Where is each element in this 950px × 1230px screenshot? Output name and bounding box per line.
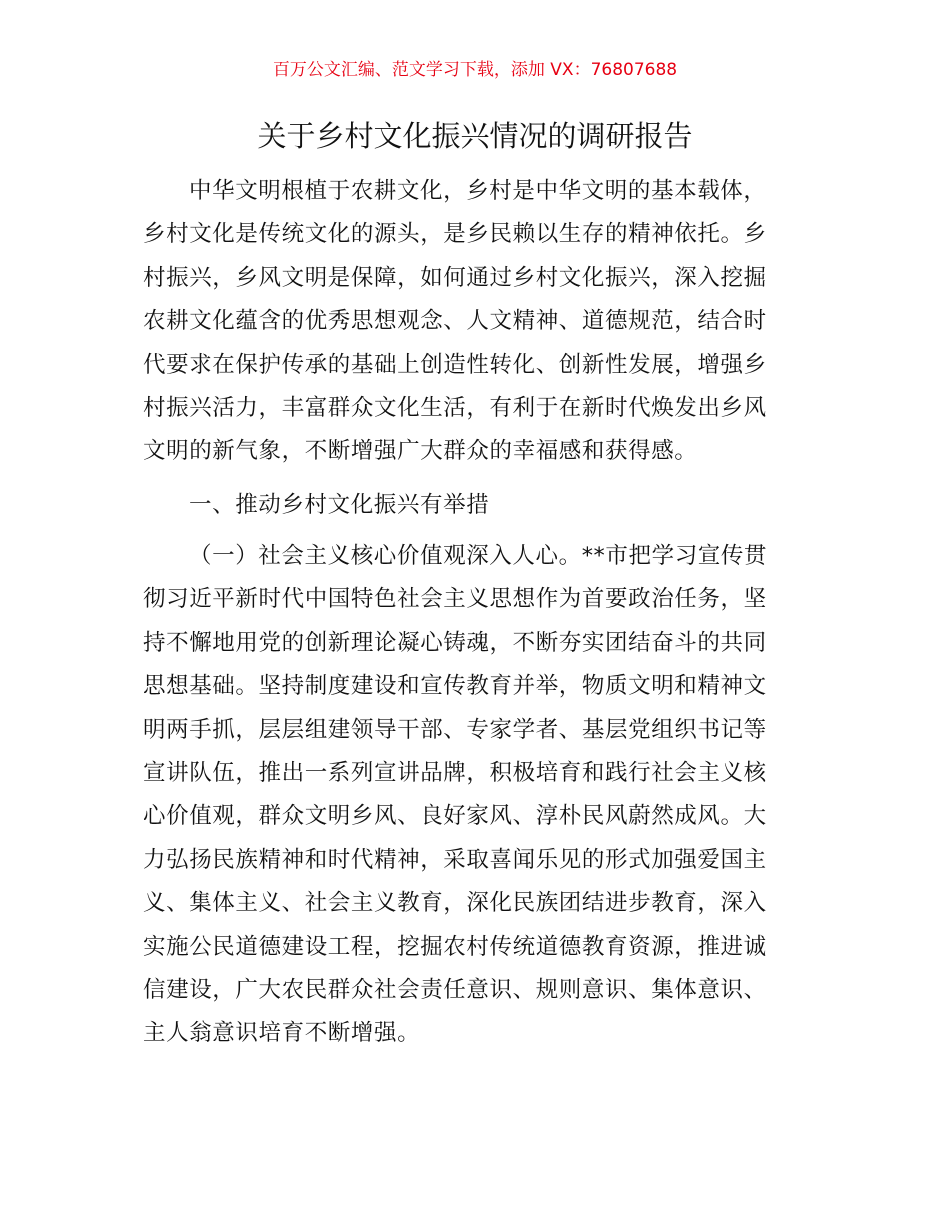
paragraph-line: 思想基础。坚持制度建设和宣传教育并举，物质文明和精神文 xyxy=(143,673,767,700)
paragraph-line: 乡村文化是传统文化的源头，是乡民赖以生存的精神依托。乡 xyxy=(143,221,767,248)
document-title: 关于乡村文化振兴情况的调研报告 xyxy=(257,119,693,153)
paragraph-line: 农耕文化蕴含的优秀思想观念、人文精神、道德规范，结合时 xyxy=(143,308,767,335)
paragraph-line: 持不懈地用党的创新理论凝心铸魂，不断夯实团结奋斗的共同 xyxy=(143,629,767,656)
paragraph-line: 义、集体主义、社会主义教育，深化民族团结进步教育，深入 xyxy=(143,890,767,917)
paragraph-line: （一）社会主义核心价值观深入人心。**市把学习宣传贯 xyxy=(189,543,768,569)
section-paragraph xyxy=(143,535,823,1056)
paragraph-line: 彻习近平新时代中国特色社会主义思想作为首要政治任务，坚 xyxy=(143,586,767,613)
paragraph-line: 力弘扬民族精神和时代精神，采取喜闻乐见的形式加强爱国主 xyxy=(143,846,767,873)
paragraph-line: 文明的新气象，不断增强广大群众的幸福感和获得感。 xyxy=(143,438,698,465)
intro-paragraph xyxy=(143,170,823,474)
paragraph-line: 中华文明根植于农耕文化，乡村是中华文明的基本载体， xyxy=(189,178,767,204)
paragraph-line: 宣讲队伍，推出一系列宣讲品牌，积极培育和践行社会主义核 xyxy=(143,760,767,787)
paragraph-line: 实施公民道德建设工程，挖掘农村传统道德教育资源，推进诚 xyxy=(143,933,767,960)
section-heading-text: 一、推动乡村文化振兴有举措 xyxy=(189,492,490,518)
download-notice: 百万公文汇编、范文学习下载，添加 VX：76807688 xyxy=(272,60,678,80)
section-heading xyxy=(143,484,823,527)
paragraph-line: 明两手抓，层层组建领导干部、专家学者、基层党组织书记等 xyxy=(143,716,767,743)
paragraph-line: 村振兴活力，丰富群众文化生活，有利于在新时代焕发出乡风 xyxy=(143,395,767,422)
paragraph-line: 主人翁意识培育不断增强。 xyxy=(143,1020,421,1047)
paragraph-line: 信建设，广大农民群众社会责任意识、规则意识、集体意识、 xyxy=(143,977,767,1004)
paragraph-line: 心价值观，群众文明乡风、良好家风、淳朴民风蔚然成风。大 xyxy=(143,803,767,830)
paragraph-line: 村振兴，乡风文明是保障，如何通过乡村文化振兴，深入挖掘 xyxy=(143,264,767,291)
paragraph-line: 代要求在保护传承的基础上创造性转化、创新性发展，增强乡 xyxy=(143,351,767,378)
